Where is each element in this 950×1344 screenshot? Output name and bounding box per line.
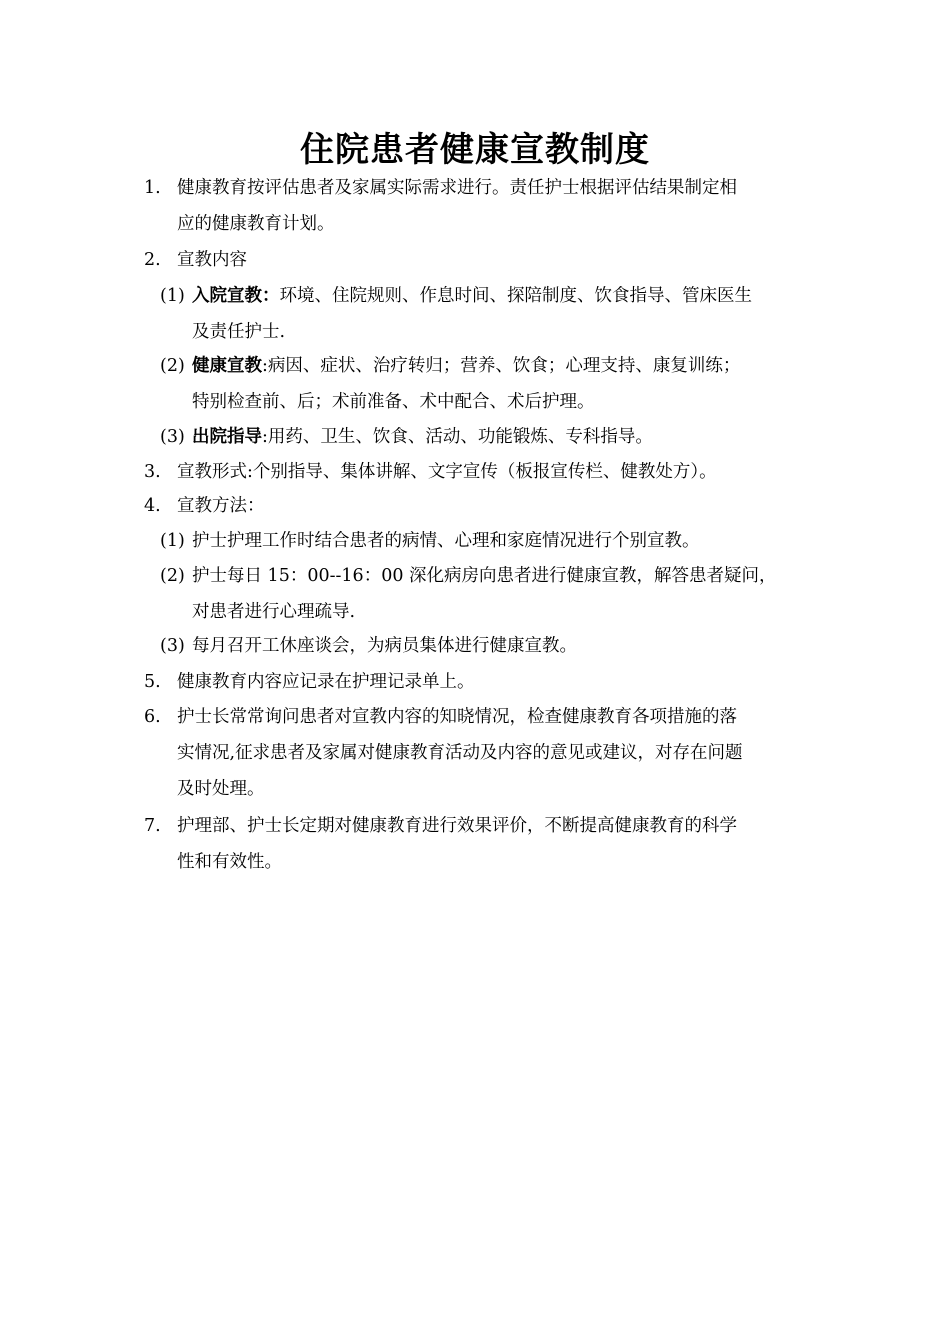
item-number: 6.: [144, 707, 161, 727]
item-text: 及时处理。: [177, 779, 265, 799]
item-text: 护理部、护士长定期对健康教育进行效果评价，不断提高健康教育的科学: [177, 816, 737, 836]
page-title: 住院患者健康宣教制度: [300, 130, 650, 170]
sub-item-text: 护士每日 15：00--16：00 深化病房向患者进行健康宣教，解答患者疑问，: [192, 566, 777, 586]
item-number: 2.: [144, 250, 161, 270]
sub-item-text: 及责任护士.: [192, 322, 286, 342]
item-number: 4.: [144, 496, 161, 516]
sub-item-number: (3): [160, 636, 185, 656]
sub-item-text: [192, 354, 740, 378]
sub-item-number: (1): [160, 531, 185, 551]
item-text: 实情况,征求患者及家属对健康教育活动及内容的意见或建议，对存在问题: [177, 743, 743, 763]
item-text: 宣教内容: [177, 250, 247, 270]
sub-item-text: 对患者进行心理疏导.: [192, 602, 356, 622]
item-text: 健康教育内容应记录在护理记录单上。: [177, 672, 475, 692]
item-text: 宣教方法：: [177, 496, 265, 516]
sub-item-number: (1): [160, 286, 185, 306]
item-text: 健康教育按评估患者及家属实际需求进行。责任护士根据评估结果制定相: [177, 178, 737, 198]
sub-item-number: (2): [160, 356, 185, 376]
sub-item-number: (3): [160, 427, 185, 447]
sub-item-text: 特别检查前、后；术前准备、术中配合、术后护理。: [192, 392, 595, 412]
sub-item-heading: 出院指导: [192, 427, 262, 447]
item-text: 宣教形式:个别指导、集体讲解、文字宣传（板报宣传栏、健教处方）。: [177, 462, 717, 482]
item-text: 性和有效性。: [177, 852, 282, 872]
item-number: 1.: [144, 178, 161, 198]
sub-item-body: :用药、卫生、饮食、活动、功能锻炼、专科指导。: [262, 427, 653, 447]
sub-item-body: 环境、住院规则、作息时间、探陪制度、饮食指导、管床医生: [279, 286, 752, 306]
item-text: 应的健康教育计划。: [177, 214, 335, 234]
item-number: 7.: [144, 816, 161, 836]
sub-item-text: 每月召开工休座谈会，为病员集体进行健康宣教。: [192, 636, 577, 656]
sub-item-number: (2): [160, 566, 185, 586]
sub-item-heading: 入院宣教：: [192, 286, 280, 306]
item-text: 护士长常常询问患者对宣教内容的知晓情况，检查健康教育各项措施的落: [177, 707, 737, 727]
sub-item-text: [192, 425, 653, 449]
sub-item-text: [192, 284, 752, 308]
sub-item-text: 护士护理工作时结合患者的病情、心理和家庭情况进行个别宣教。: [192, 531, 700, 551]
item-number: 5.: [144, 672, 161, 692]
sub-item-body: :病因、症状、治疗转归；营养、饮食；心理支持、康复训练；: [262, 356, 741, 376]
item-number: 3.: [144, 462, 161, 482]
sub-item-heading: 健康宣教: [192, 356, 262, 376]
